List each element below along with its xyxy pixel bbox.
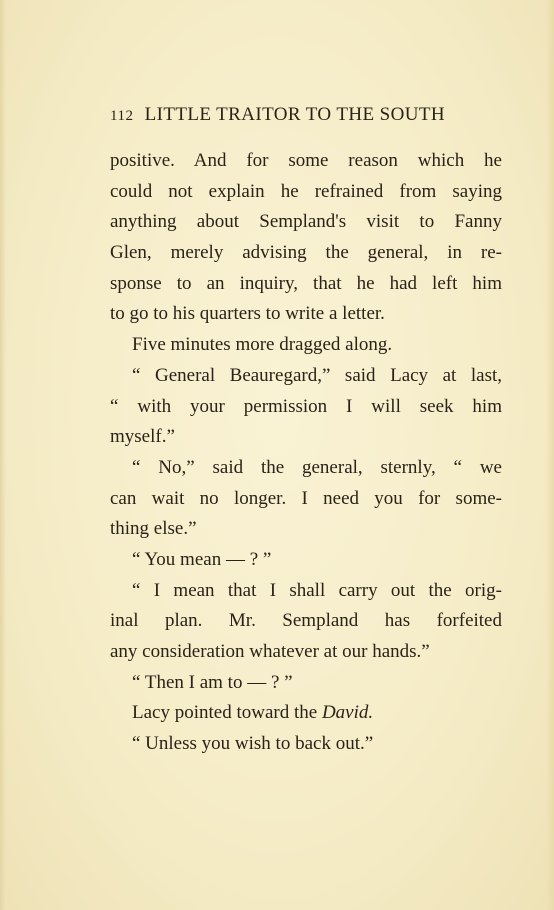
text-line: “ Then I am to — ? ” xyxy=(132,671,293,693)
page-edge-right xyxy=(546,0,554,910)
text-line: “ General Beauregard,” said Lacy at last, xyxy=(132,364,502,386)
text-line: any consideration whatever at our hands.” xyxy=(110,641,430,662)
ship-name: David. xyxy=(321,702,374,724)
page-edge-left xyxy=(0,0,6,910)
text-line: “ with your permission I will seek him xyxy=(110,395,502,417)
text-line: sponse to an inquiry, that he had left him xyxy=(110,272,502,294)
text-line: anything about Sempland's visit to Fanny xyxy=(110,211,502,233)
text-line: inal plan. Mr. Sempland has forfeited xyxy=(110,610,502,632)
text-line: “ No,” said the general, sternly, “ we xyxy=(132,456,502,478)
text-line: “ You mean — ? ” xyxy=(132,548,272,570)
text-line: thing else.” xyxy=(110,518,197,540)
text-line: Glen, merely advising the general, in re- xyxy=(110,242,502,264)
running-title: LITTLE TRAITOR TO THE SOUTH xyxy=(144,104,445,125)
body-text xyxy=(110,146,502,760)
text-line-lead: Lacy pointed toward the xyxy=(132,702,322,724)
text-line: Five minutes more dragged along. xyxy=(132,334,393,356)
text-line xyxy=(110,698,502,729)
running-head xyxy=(110,104,502,130)
text-line: positive. And for some reason which he xyxy=(110,150,502,171)
page-number: 112 xyxy=(110,108,134,124)
text-line: to go to his quarters to write a letter. xyxy=(110,303,385,325)
text-line: could not explain he refrained from saying xyxy=(110,180,502,202)
text-line: myself.” xyxy=(110,426,175,448)
text-line: can wait no longer. I need you for some- xyxy=(110,487,502,509)
text-line: “ Unless you wish to back out.” xyxy=(132,733,374,755)
text-line: “ I mean that I shall carry out the orig- xyxy=(132,579,502,601)
